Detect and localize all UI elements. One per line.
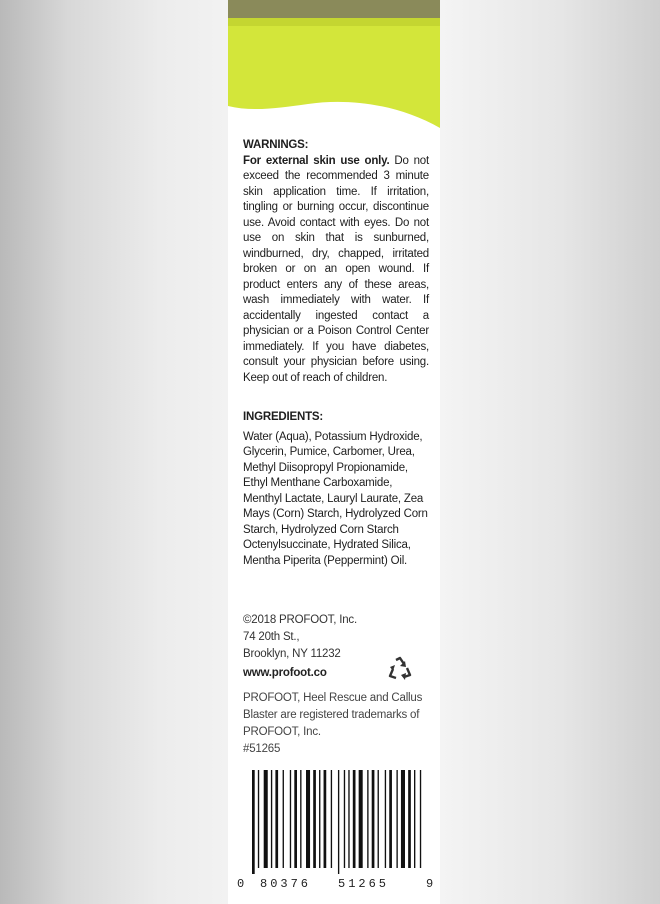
barcode-bar xyxy=(258,770,259,868)
barcode-bar xyxy=(385,770,386,868)
barcode-bar xyxy=(252,770,255,874)
barcode-bar xyxy=(283,770,284,868)
barcode-bar xyxy=(420,770,421,868)
ingredients-list: Water (Aqua), Potassium Hydroxide, Glycerin, Pumice, Carbomer, Urea, Methyl Diisopropyl Propionamide, Ethyl Menthane Carboxamide, Menthyl Lactate, Lauryl Laurate, Zea Mays (Corn) Starch, Hydrolyzed Corn Starch, Hydrolyzed Corn Starch Octenylsuccinate, Hydrated Silica, Mentha Piperita (Peppermint) Oil. xyxy=(243,430,428,567)
trademark-notice: PROFOOT, Heel Rescue and Callus Blaster are registered trademarks of PROFOOT, Inc. xyxy=(243,692,423,738)
barcode xyxy=(238,770,434,890)
website-link[interactable]: www.profoot.co xyxy=(243,667,327,679)
barcode-bar xyxy=(290,770,291,868)
barcode-lead-digit: 0 xyxy=(237,877,245,891)
barcode-bar xyxy=(353,770,356,868)
barcode-check-digit: 9 xyxy=(426,877,434,891)
barcode-bar xyxy=(306,770,310,868)
barcode-bar xyxy=(396,770,397,868)
barcode-group1: 80376 xyxy=(260,877,312,891)
barcode-bar xyxy=(372,770,375,868)
box-right-shadow xyxy=(440,0,660,904)
warnings-section xyxy=(243,138,429,386)
box-left-shadow xyxy=(0,0,228,904)
barcode-bar xyxy=(338,770,339,874)
ingredients-section xyxy=(243,410,429,569)
barcode-bar xyxy=(319,770,320,868)
street-line: 74 20th St., xyxy=(243,631,300,643)
barcode-bar xyxy=(348,770,349,868)
warnings-text xyxy=(243,154,429,387)
barcode-bars xyxy=(238,770,434,874)
barcode-bar xyxy=(408,770,411,868)
barcode-bar xyxy=(313,770,316,868)
ingredients-heading: INGREDIENTS: xyxy=(243,411,324,423)
barcode-bar xyxy=(389,770,392,868)
barcode-group2: 51265 xyxy=(338,877,390,891)
recycle-icon xyxy=(386,655,414,683)
warnings-heading: WARNINGS: xyxy=(243,139,309,151)
sku-number: #51265 xyxy=(243,743,281,755)
barcode-bar xyxy=(367,770,368,868)
green-wave-band xyxy=(228,0,440,140)
barcode-bar xyxy=(300,770,301,868)
barcode-bar xyxy=(378,770,379,868)
barcode-bar xyxy=(359,770,363,868)
barcode-bar xyxy=(414,770,415,868)
barcode-bar xyxy=(264,770,268,868)
barcode-bar xyxy=(344,770,345,868)
barcode-bar xyxy=(271,770,272,868)
barcode-bar xyxy=(401,770,405,868)
barcode-bar xyxy=(275,770,278,868)
barcode-bar xyxy=(331,770,332,868)
copyright-line: ©2018 PROFOOT, Inc. xyxy=(243,614,357,626)
barcode-bar xyxy=(294,770,297,868)
warnings-lead: For external skin use only. xyxy=(243,154,390,167)
barcode-bar xyxy=(324,770,327,868)
city-line: Brooklyn, NY 11232 xyxy=(243,648,341,660)
warnings-body: Do not exceed the recommended 3 minute skin application time. If irritation, tingling or burning occur, discontinue use. Avoid contact with eyes. Do not use on skin that is sunburned, windburned, dry, chapped, irritated broken or on an open wound. If product enters any of these areas, wash immediately with water. If accidentally ingested contact a physician or a Poison Control Center immediately. If you have diabetes, consult your physician before using. Keep out of reach of children. xyxy=(243,154,430,384)
